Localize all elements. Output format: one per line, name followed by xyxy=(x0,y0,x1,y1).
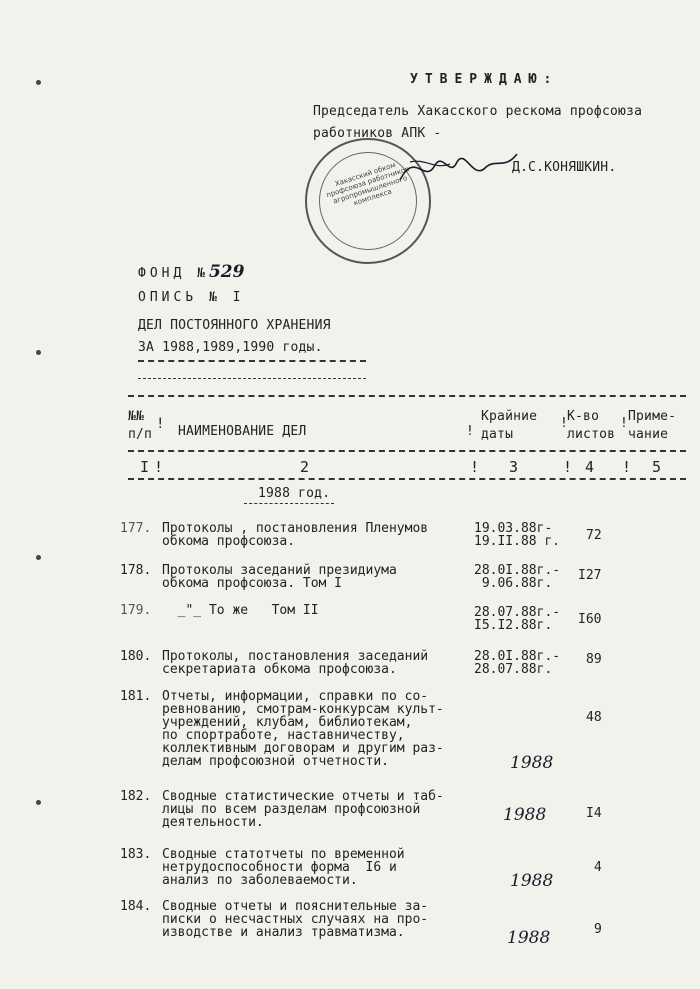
row-sheets: 72 xyxy=(586,528,602,543)
header-mid-rule xyxy=(128,450,686,452)
fond-line xyxy=(138,262,244,282)
row-number: 182. xyxy=(120,789,152,804)
title-underline xyxy=(138,378,366,379)
fond-label: ФОНД № xyxy=(138,266,209,281)
header-separator: ! xyxy=(156,416,165,432)
stamp-text: Хакасский обком профсоюза работников агропромышленного комплекса xyxy=(325,161,411,208)
row-number: 179. xyxy=(120,603,152,618)
header-col-num: №№ п/п xyxy=(128,409,153,442)
colnum-separator: ! xyxy=(622,458,632,476)
row-dates-handwritten: 1988 xyxy=(510,871,554,891)
row-name: _"_ То же Том II xyxy=(162,603,319,618)
header-col-notes: Приме- чание xyxy=(628,409,677,442)
opis-number: ОПИСЬ № I xyxy=(138,290,245,305)
header-separator: ! xyxy=(560,416,569,431)
row-sheets: I60 xyxy=(578,612,602,627)
row-dates-handwritten: 1988 xyxy=(510,753,554,773)
colnum-rule xyxy=(128,478,686,480)
row-sheets: 48 xyxy=(586,710,602,725)
year-underline xyxy=(244,503,334,504)
title-line1: ДЕЛ ПОСТОЯННОГО ХРАНЕНИЯ xyxy=(138,318,331,333)
title-line2: ЗА 1988,1989,1990 годы. xyxy=(138,340,323,355)
header-separator: ! xyxy=(620,416,629,431)
colnum-1: I xyxy=(140,458,150,476)
row-dates: 28.07.88г.- I5.I2.88г. xyxy=(474,605,561,633)
punch-hole xyxy=(36,555,41,560)
row-sheets: 9 xyxy=(594,922,602,937)
title-underline xyxy=(138,360,366,362)
header-separator: ! xyxy=(466,424,475,439)
punch-hole xyxy=(36,350,41,355)
header-col-sheets: К-во листов xyxy=(567,409,616,442)
colnum-4: 4 xyxy=(585,458,595,476)
signature xyxy=(395,140,525,200)
year-heading: 1988 год. xyxy=(258,486,331,501)
row-sheets: I4 xyxy=(586,806,602,821)
punch-hole xyxy=(36,800,41,805)
header-top-rule xyxy=(128,395,686,397)
colnum-separator: ! xyxy=(154,458,164,476)
row-name: Сводные статотчеты по временной нетрудоспособности форма I6 и анализ по заболеваемости. xyxy=(162,847,405,888)
row-number: 183. xyxy=(120,847,152,862)
row-name: Протоколы , постановления Пленумов обкома профсоюза. xyxy=(162,521,429,549)
row-name: Протоколы, постановления заседаний секретариата обкома профсоюза. xyxy=(162,649,429,677)
row-sheets: I27 xyxy=(578,568,602,583)
row-number: 178. xyxy=(120,563,152,578)
row-name: Отчеты, информации, справки по со- ревнованию, смотрам-конкурсам культ- учреждений, клубам, библиотекам, по спортработе, наставничеству, коллективным договорам и другим раз- делам профсоюзной отчетности. xyxy=(162,689,444,769)
row-name: Сводные отчеты и пояснительные за- писки о несчастных случаях на про- изводстве и анализ травматизма. xyxy=(162,899,429,940)
row-name: Сводные статистические отчеты и таб- лицы по всем разделам профсоюзной деятельности. xyxy=(162,789,444,830)
colnum-separator: ! xyxy=(470,458,480,476)
fond-number: 529 xyxy=(208,262,245,282)
row-dates: 28.0I.88г.- 9.06.88г. xyxy=(474,563,561,591)
row-sheets: 4 xyxy=(594,860,602,875)
row-sheets: 89 xyxy=(586,652,602,667)
approval-position-line2: работников АПК - xyxy=(313,126,442,141)
row-number: 177. xyxy=(120,521,152,536)
colnum-2: 2 xyxy=(300,458,310,476)
colnum-separator: ! xyxy=(563,458,573,476)
header-col-dates: Крайние даты xyxy=(481,409,538,442)
punch-hole xyxy=(36,80,41,85)
row-name: Протоколы заседаний президиума обкома профсоюза. Том I xyxy=(162,563,397,591)
header-col-name: НАИМЕНОВАНИЕ ДЕЛ xyxy=(178,424,307,439)
approval-position-line1: Председатель Хакасского рескома профсоюза xyxy=(313,104,643,119)
row-number: 181. xyxy=(120,689,152,704)
approval-heading: УТВЕРЖДАЮ: xyxy=(410,72,559,87)
row-dates: 28.0I.88г.- 28.07.88г. xyxy=(474,649,561,677)
colnum-5: 5 xyxy=(652,458,662,476)
row-dates: 19.03.88г- 19.II.88 г. xyxy=(474,521,561,549)
row-dates-handwritten: 1988 xyxy=(507,928,551,948)
row-number: 184. xyxy=(120,899,152,914)
signer-name: Д.С.КОНЯШКИН. xyxy=(512,160,617,175)
colnum-3: 3 xyxy=(509,458,519,476)
row-dates-handwritten: 1988 xyxy=(503,805,547,825)
row-number: 180. xyxy=(120,649,152,664)
